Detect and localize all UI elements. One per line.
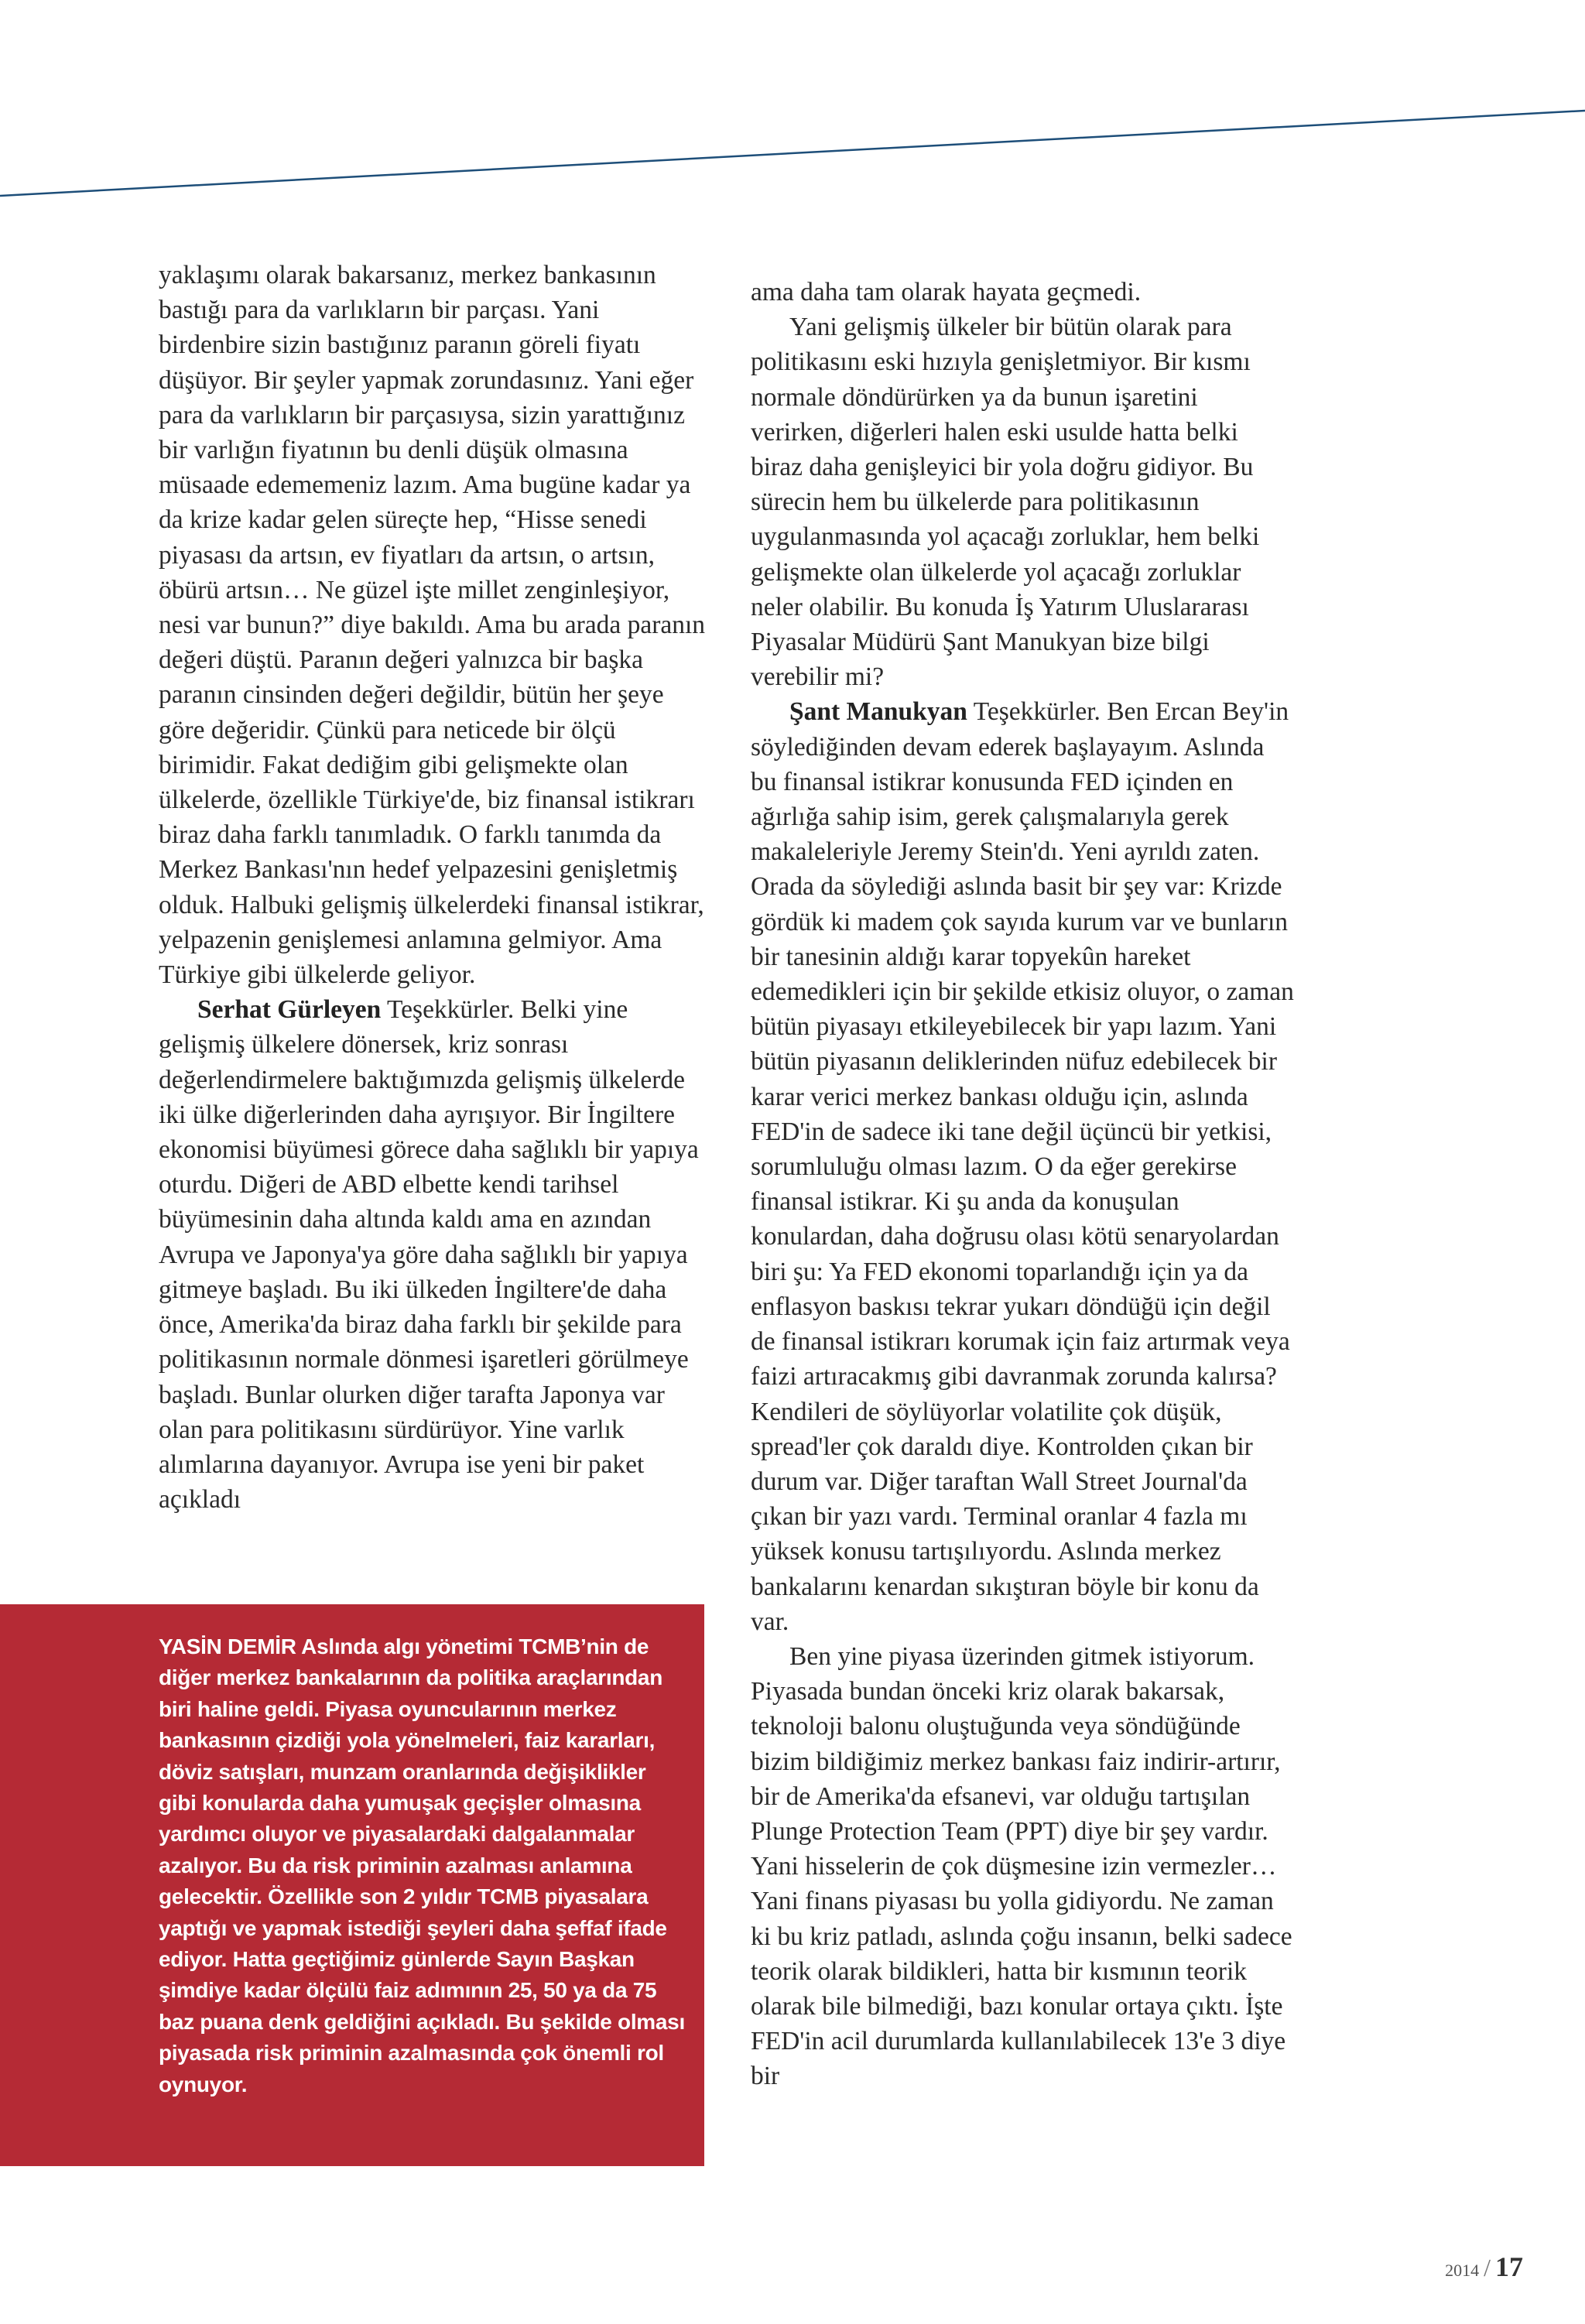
speaker-text: Teşekkürler. Ben Ercan Bey'in söylediğinden devam ederek başlayayım. Aslında bu finansal istikrar konusunda FED içinden en ağırlığa sahip isim, gerek çalışmalarıyla gerek makaleleriyle Jeremy Stein'dı. Yeni ayrıldı zaten. Orada da söylediği aslında basit bir şey var: Krizde gördük ki madem çok sayıda kurum var ve bunların bir tanesinin aldığı karar topyekûn hareket edemedikleri için bir şekilde etkisiz oluyor, o zaman bütün piyasayı etkileyebilecek bir yapı lazım. Yani bütün piyasanın deliklerinden nüfuz edebilecek bir karar verici merkez bankası olduğu için, aslında FED'in de sadece iki tane değil üçüncü bir yetkisi, sorumluluğu olması lazım. O da eğer gerekirse finansal istikrar. Ki şu anda da konuşulan konulardan, daha doğrusu olası kötü senaryolardan biri şu: Ya FED ekonomi toparlandığı için ya da enflasyon baskısı tekrar yukarı döndüğü için değil de finansal istikrarı korumak için faiz artırmak veya faizi artıracakmış gibi davranmak zorunda kalırsa? Kendileri de söylüyorlar volatilite çok düşük, spread'ler çok daraldı diye. Kontrolden çıkan bir durum var. Diğer taraftan Wall Street Journal'da çıkan bir yazı vardı. Terminal oranlar 4 fazla mı yüksek konusu tartışılıyordu. Aslında merkez bankalarını kenardan sıkıştıran böyle bir konu da var. bbox=[751, 697, 1294, 1636]
header-rule bbox=[0, 0, 1585, 201]
pull-quote-text: YASİN DEMİR Aslında algı yönetimi TCMB’nin de diğer merkez bankalarının da politika araçlarından biri haline geldi. Piyasa oyuncularının merkez bankasının çizdiği yola yönelmeleri, faiz kararları, döviz satışları, munzam oranlarında değişiklikler gibi konularda daha yumuşak geçişler olmasına yardımcı oluyor ve piyasalardaki dalgalanmalar azalıyor. Bu da risk priminin azalması anlamına gelecektir. Özellikle son 2 yıldır TCMB piyasalara yaptığı ve yapmak istediği şeyleri daha şeffaf ifade ediyor. Hatta geçtiğimiz günlerde Sayın Başkan şimdiye kadar ölçülü faiz adımının 25, 50 ya da 75 baz puana denk geldiğini açıkladı. Bu şekilde olması piyasada risk priminin azalmasında çok önemli rol oynuyor. bbox=[159, 1634, 685, 2096]
left-paragraph-2 bbox=[159, 992, 712, 1517]
page-number: 17 bbox=[1495, 2251, 1523, 2282]
header-rule-line bbox=[0, 111, 1585, 196]
speaker-name: Şant Manukyan bbox=[789, 697, 967, 727]
right-paragraph-1: ama daha tam olarak hayata geçmedi. bbox=[751, 278, 1142, 306]
right-column bbox=[751, 275, 1296, 2094]
folio-year: 2014 bbox=[1445, 2261, 1480, 2280]
speaker-name: Serhat Gürleyen bbox=[197, 995, 382, 1025]
page-folio bbox=[1445, 2250, 1523, 2283]
right-paragraph-3 bbox=[751, 694, 1296, 1638]
speaker-text: Teşekkürler. Belki yine gelişmiş ülkelere dönersek, kriz sonrası değerlendirmelere baktığımızda gelişmiş ülkelerde iki ülke diğerlerinden daha ayrışıyor. Bir İngiltere ekonomisi büyümesi görece daha sağlıklı bir yapıya oturdu. Diğeri de ABD elbette kendi tarihsel büyümesinin daha altında kaldı ama en azından Avrupa ve Japonya'ya göre daha sağlıklı bir yapıya gitmeye başladı. Bu iki ülkeden İngiltere'de daha önce, Amerika'da biraz daha farklı bir şekilde para politikasının normale dönmesi işaretleri görülmeye başladı. Bunlar olurken diğer tarafta Japonya var olan para politikasını sürdürüyor. Yine varlık alımlarına dayanıyor. Avrupa ise yeni bir paket açıkladı bbox=[159, 995, 699, 1515]
right-paragraph-2: Yani gelişmiş ülkeler bir bütün olarak para politikasını eski hızıyla genişletmiyor. Bir kısmı normale döndürürken ya da bunun işaretini verirken, diğerleri halen eski usulde hatta belki biraz daha genişleyici bir yola doğru gidiyor. Bu sürecin hem bu ülkelerde para politikasının uygulanmasında yol açacağı zorluklar, hem belki gelişmekte olan ülkelerde yol açacağı zorluklar neler olabilir. Bu konuda İş Yatırım Uluslararası Piyasalar Müdürü Şant Manukyan bize bilgi verebilir mi? bbox=[751, 313, 1260, 692]
left-paragraph-1: yaklaşımı olarak bakarsanız, merkez bankasının bastığı para da varlıkların bir parçası. Yani birdenbire sizin bastığınız paranın göreli fiyatı düşüyor. Bir şeyler yapmak zorundasınız. Yani eğer para da varlıkların bir parçasıysa, sizin yarattığınız bir varlığın fiyatının bu denli düşük olmasına müsaade edememeniz lazım. Ama bugüne kadar ya da krize kadar gelen süreçte hep, “Hisse senedi piyasası da artsın, ev fiyatları da artsın, o artsın, öbürü artsın… Ne güzel işte millet zenginleşiyor, nesi var bunun?” diye bakıldı. Ama bu arada paranın değeri düştü. Paranın değeri yalnızca bir başka paranın cinsinden değeri değildir, bütün her şeye göre değeridir. Çünkü para neticede bir ölçü birimidir. Fakat dediğim gibi gelişmekte olan ülkelerde, özellikle Türkiye'de, biz finansal istikrarı biraz daha farklı tanımladık. O farklı tanımda da Merkez Bankası'nın hedef yelpazesini genişletmiş olduk. Halbuki gelişmiş ülkelerdeki finansal istikrar, yelpazenin genişlemesi anlamına gelmiyor. Ama Türkiye gibi ülkelerde geliyor. bbox=[159, 261, 706, 990]
folio-separator: / bbox=[1484, 2254, 1491, 2281]
left-column bbox=[159, 258, 712, 1517]
right-paragraph-4: Ben yine piyasa üzerinden gitmek istiyorum. Piyasada bundan önceki kriz olarak bakarsak, teknoloji balonu oluştuğunda veya söndüğünde bizim bildiğimiz merkez bankası faiz indirir-artırır, bir de Amerika'da efsanevi, var olduğu tartışılan Plunge Protection Team (PPT) diye bir şey vardır. Yani hisselerin de çok düşmesine izin vermezler… Yani finans piyasası bu yolla gidiyordu. Ne zaman ki bu kriz patladı, aslında çoğu insanın, belki sadece teorik olarak bildikleri, hatta bir kısmının teorik olarak bile bilmediği, bazı konular ortaya çıktı. İşte FED'in acil durumlarda kullanılabilecek 13'e 3 diye bir bbox=[751, 1641, 1292, 2091]
